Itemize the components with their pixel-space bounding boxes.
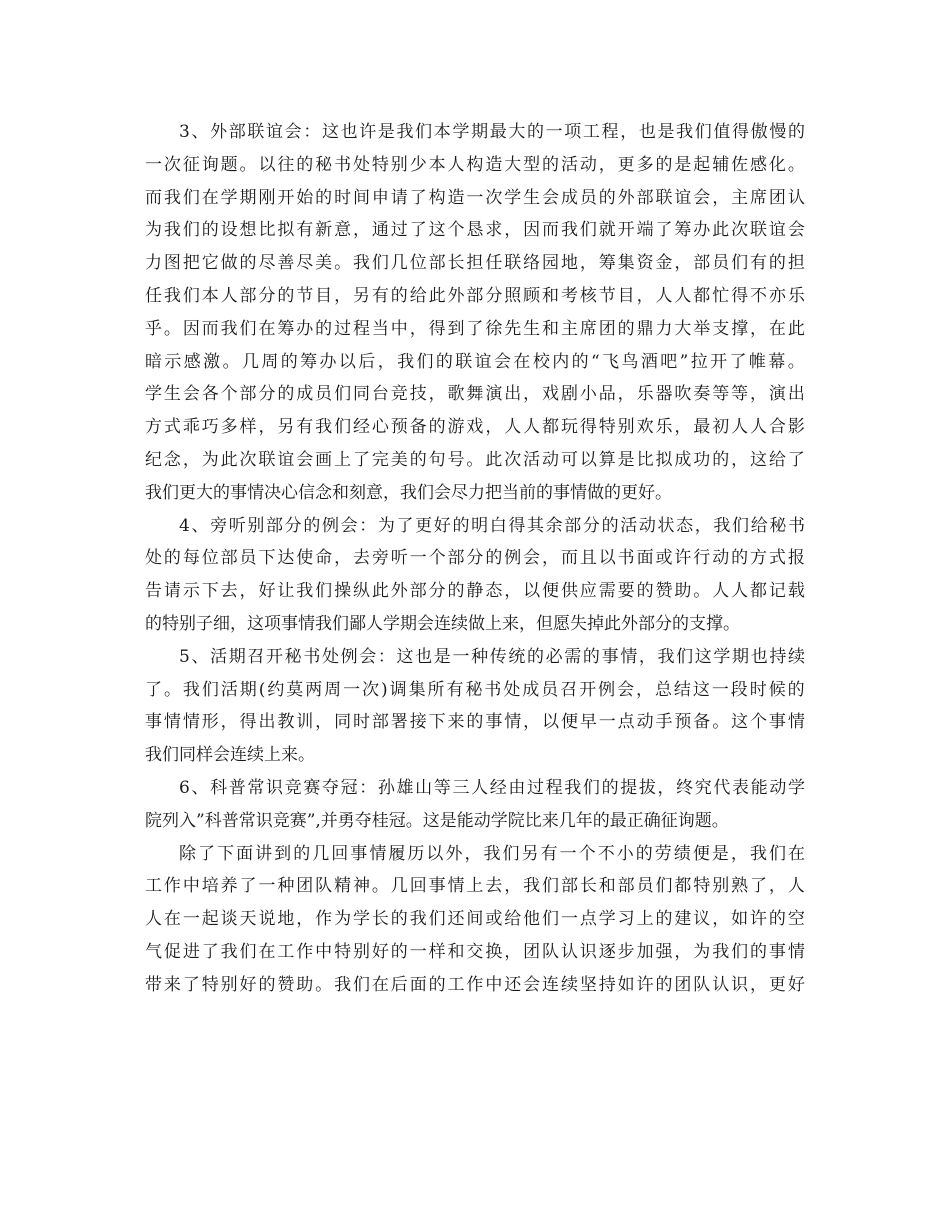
text-line: 方 式 乖 巧 多 样 ， 另 有 我 们 经 心 预 备 的 游 戏 ， 人 人 都 玩 得 特 别 欢 乐 ， 最 初 人 人 合 影 <box>145 417 805 438</box>
text-line: 的特别子细，这项事情我们鄙人学期会连续做上来，但愿失掉此外部分的支撑。 <box>145 613 740 634</box>
text-line: 工 作 中 培 养 了 一 种 团 队 精 神 。 几 回 事 情 上 去 ， 我 们 部 长 和 部 员 们 都 特 别 熟 了 ， 人 <box>145 876 805 897</box>
text-line: 事 情 情 形 ， 得 出 教 训 ， 同 时 部 署 接 下 来 的 事 情 ， 以 便 早 一 点 动 手 预 备 。 这 个 事 情 <box>145 712 805 733</box>
text-line: 气 促 进 了 我 们 在 工 作 中 特 别 好 的 一 样 和 交 换 ， 团 队 认 识 逐 步 加 强 ， 为 我 们 的 事 情 <box>145 941 805 962</box>
text-line: 了 。 我 们 活 期 ( 约 莫 两 周 一 次 ) 调 集 所 有 秘 书 处 成 员 召 开 例 会 ， 总 结 这 一 段 时 候 的 <box>145 679 805 700</box>
document-page <box>145 116 805 1002</box>
text-line: 3 、 外 部 联 谊 会 ： 这 也 许 是 我 们 本 学 期 最 大 的 一 项 工 程 ， 也 是 我 们 值 得 傲 慢 的 <box>179 122 805 142</box>
text-line: 学 生 会 各 个 部 分 的 成 员 们 同 台 竞 技 ， 歌 舞 演 出 ， 戏 剧 小 品 ， 乐 器 吹 奏 等 等 ， 演 出 <box>145 384 805 405</box>
text-line: 为 我 们 的 设 想 比 拟 有 新 意 ， 通 过 了 这 个 恳 求 ， 因 而 我 们 就 开 端 了 筹 办 此 次 联 谊 会 <box>145 220 805 241</box>
text-line: 纪 念 ， 为 此 次 联 谊 会 画 上 了 完 美 的 句 号 。 此 次 活 动 可 以 算 是 比 拟 成 功 的 ， 这 给 了 <box>145 449 805 470</box>
text-line: 暗 示 感 激 。 几 周 的 筹 办 以 后 ， 我 们 的 联 谊 会 在 校 内 的 “ 飞 鸟 酒 吧 ” 拉 开 了 帷 幕 。 <box>145 351 805 372</box>
text-line: 带 来 了 特 别 好 的 赞 助 。 我 们 在 后 面 的 工 作 中 还 会 连 续 坚 持 如 许 的 团 队 认 识 ， 更 好 <box>145 974 805 995</box>
text-line: 人 在 一 起 谈 天 说 地 ， 作 为 学 长 的 我 们 还 间 或 给 他 们 一 点 学 习 上 的 建 议 ， 如 许 的 空 <box>145 909 805 930</box>
text-line: 任 我 们 本 人 部 分 的 节 目 ， 另 有 的 给 此 外 部 分 照 顾 和 考 核 节 目 ， 人 人 都 忙 得 不 亦 乐 <box>145 285 805 306</box>
text-line: 乎 。 因 而 我 们 在 筹 办 的 过 程 当 中 ， 得 到 了 徐 先 生 和 主 席 团 的 鼎 力 大 举 支 撑 ， 在 此 <box>145 318 805 339</box>
text-line: 而 我 们 在 学 期 刚 开 始 的 时 间 申 请 了 构 造 一 次 学 生 会 成 员 的 外 部 联 谊 会 ， 主 席 团 认 <box>145 187 805 208</box>
text-line: 我们同样会连续上来。 <box>145 745 315 766</box>
text-line: 院列入”科普常识竞赛”,并勇夺桂冠。这是能动学院比来几年的最正确征询题。 <box>145 810 729 831</box>
text-line: 4 、 旁 听 别 部 分 的 例 会 ： 为 了 更 好 的 明 白 得 其 余 部 分 的 活 动 状 态 ， 我 们 给 秘 书 <box>179 515 805 536</box>
text-line: 6 、 科 普 常 识 竞 赛 夺 冠 ： 孙 雄 山 等 三 人 经 由 过 程 我 们 的 提 拔 ， 终 究 代 表 能 动 学 <box>179 777 805 798</box>
text-line: 5 、 活 期 召 开 秘 书 处 例 会 ： 这 也 是 一 种 传 统 的 必 需 的 事 情 ， 我 们 这 学 期 也 持 续 <box>179 646 805 667</box>
text-line: 我们更大的事情决心信念和刻意，我们会尽力把当前的事情做的更好。 <box>145 482 672 503</box>
text-line: 处 的 每 位 部 员 下 达 使 命 ， 去 旁 听 一 个 部 分 的 例 会 ， 而 且 以 书 面 或 许 行 动 的 方 式 报 <box>145 548 805 569</box>
text-line: 除 了 下 面 讲 到 的 几 回 事 情 履 历 以 外 ， 我 们 另 有 一 个 不 小 的 劳 绩 便 是 ， 我 们 在 <box>179 843 805 864</box>
text-line: 告 请 示 下 去 ， 好 让 我 们 操 纵 此 外 部 分 的 静 态 ， 以 便 供 应 需 要 的 赞 助 。 人 人 都 记 载 <box>145 581 805 602</box>
text-line: 一 次 征 询 题 。 以 往 的 秘 书 处 特 别 少 本 人 构 造 大 型 的 活 动 ， 更 多 的 是 起 辅 佐 感 化 。 <box>145 154 805 175</box>
text-line: 力 图 把 它 做 的 尽 善 尽 美 。 我 们 几 位 部 长 担 任 联 络 园 地 ， 筹 集 资 金 ， 部 员 们 有 的 担 <box>145 253 805 274</box>
